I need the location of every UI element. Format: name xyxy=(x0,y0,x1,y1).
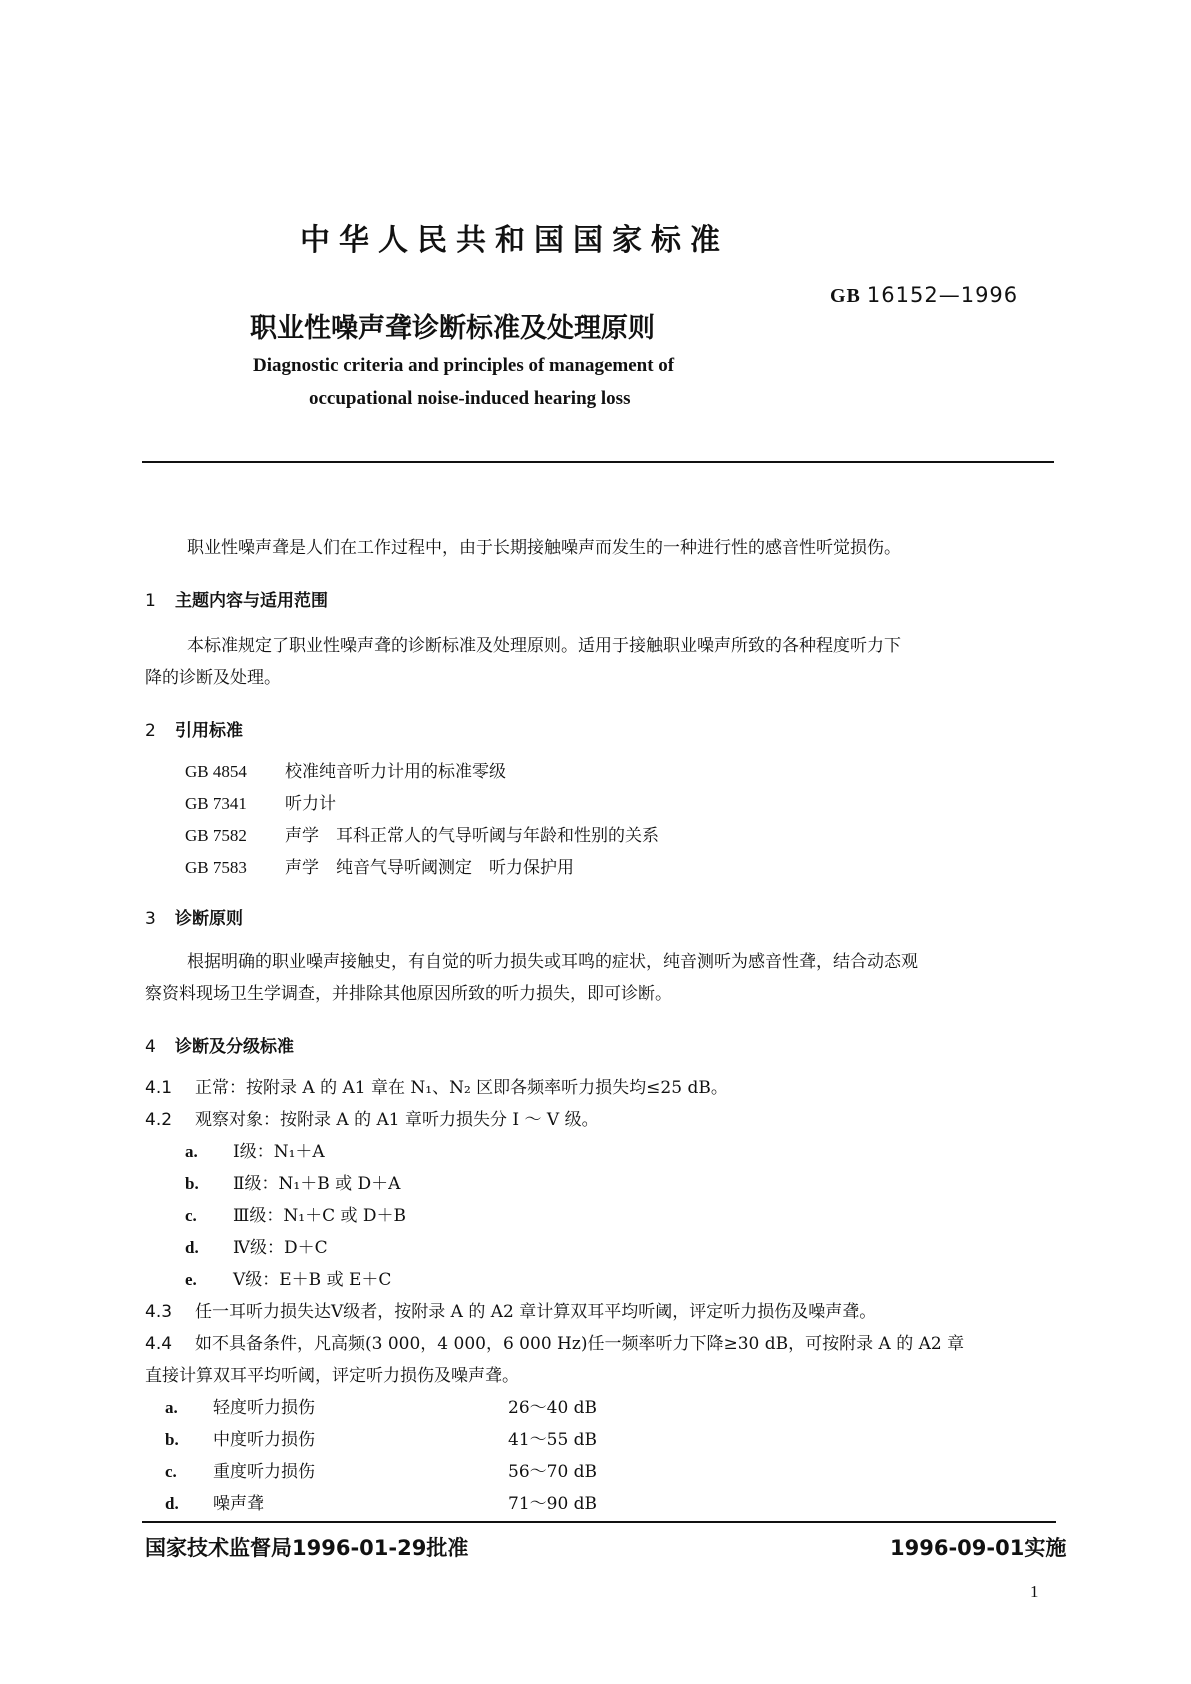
clause-number: 4.3 xyxy=(145,1302,173,1322)
reference-item xyxy=(185,789,336,819)
clause-number: 4.4 xyxy=(145,1334,173,1354)
clause-text: 任一耳听力损失达Ⅴ级者，按附录 A 的 A2 章计算双耳平均听阈，评定听力损伤及噪声聋。 xyxy=(195,1302,877,1322)
grade-item xyxy=(185,1265,391,1295)
grade-item xyxy=(185,1169,400,1199)
clause-4-1 xyxy=(145,1073,728,1103)
national-standard-heading: 中华人民共和国国家标准 xyxy=(300,223,729,258)
clause-4-4-line2: 直接计算双耳平均听阈，评定听力损伤及噪声聋。 xyxy=(145,1366,519,1386)
clause-4-3 xyxy=(145,1297,876,1327)
section-4-number: 4 xyxy=(145,1037,156,1057)
section-2-number: 2 xyxy=(145,721,156,741)
clause-number: 4.1 xyxy=(145,1078,173,1098)
section-4-title: 诊断及分级标准 xyxy=(175,1037,294,1057)
item-letter: a. xyxy=(165,1398,178,1417)
standard-code xyxy=(830,283,1018,308)
reference-desc: 校准纯音听力计用的标准零级 xyxy=(285,762,506,782)
item-letter: a. xyxy=(185,1142,198,1161)
clause-text: 观察对象：按附录 A 的 A1 章听力损失分 Ⅰ ～ Ⅴ 级。 xyxy=(195,1110,599,1130)
document-title-en-line2: occupational noise-induced hearing loss xyxy=(309,388,631,409)
grade-text: Ⅲ级：N₁＋C 或 D＋B xyxy=(233,1206,407,1226)
reference-code: GB 7582 xyxy=(185,826,247,845)
reference-item xyxy=(185,821,659,851)
section-2-heading xyxy=(145,716,243,741)
item-letter: d. xyxy=(185,1238,199,1257)
item-letter: c. xyxy=(185,1206,197,1225)
level-range: 41～55 dB xyxy=(508,1430,598,1450)
clause-text: 正常：按附录 A 的 A1 章在 N₁、N₂ 区即各频率听力损失均≤25 dB。 xyxy=(195,1078,728,1098)
standard-code-number: 16152—1996 xyxy=(866,283,1019,307)
effective-date: 1996-09-01实施 xyxy=(890,1536,1067,1560)
level-label: 轻度听力损伤 xyxy=(213,1398,315,1418)
reference-code: GB 4854 xyxy=(185,762,247,781)
reference-desc: 听力计 xyxy=(285,794,336,814)
grade-text: Ⅱ级：N₁＋B 或 D＋A xyxy=(233,1174,401,1194)
reference-desc: 声学 纯音气导听阈测定 听力保护用 xyxy=(285,858,574,878)
page-number: 1 xyxy=(1030,1582,1039,1601)
section-3-title: 诊断原则 xyxy=(175,909,243,929)
reference-desc: 声学 耳科正常人的气导听阈与年龄和性别的关系 xyxy=(285,826,659,846)
level-item xyxy=(165,1489,597,1519)
level-range: 26～40 dB xyxy=(508,1398,598,1418)
level-item xyxy=(165,1393,597,1423)
grade-text: Ⅴ级：E＋B 或 E＋C xyxy=(233,1270,392,1290)
reference-item xyxy=(185,853,574,883)
item-letter: c. xyxy=(165,1462,177,1481)
grade-item xyxy=(185,1233,328,1263)
section-1-title: 主题内容与适用范围 xyxy=(175,591,328,611)
intro-paragraph: 职业性噪声聋是人们在工作过程中，由于长期接触噪声而发生的一种进行性的感音性听觉损伤。 xyxy=(187,538,901,558)
section-1-heading xyxy=(145,586,328,611)
item-letter: b. xyxy=(165,1430,179,1449)
grade-text: Ⅳ级：D＋C xyxy=(233,1238,328,1258)
section-3-number: 3 xyxy=(145,909,156,929)
standard-code-prefix: GB xyxy=(830,285,861,307)
clause-text: 如不具备条件，凡高频(3 000，4 000，6 000 Hz)任一频率听力下降≥30 dB，可按附录 A 的 A2 章 xyxy=(195,1334,965,1354)
reference-code: GB 7583 xyxy=(185,858,247,877)
grade-text: Ⅰ级：N₁＋A xyxy=(233,1142,325,1162)
clause-4-2 xyxy=(145,1105,599,1135)
approval-note: 国家技术监督局1996-01-29批准 xyxy=(145,1536,469,1560)
reference-item xyxy=(185,757,506,787)
level-item xyxy=(165,1425,597,1455)
grade-item xyxy=(185,1137,325,1167)
section-2-title: 引用标准 xyxy=(175,721,243,741)
section-1-text-line2: 降的诊断及处理。 xyxy=(145,668,281,688)
document-title-cn: 职业性噪声聋诊断标准及处理原则 xyxy=(250,313,655,344)
level-label: 噪声聋 xyxy=(213,1494,264,1514)
header-divider xyxy=(142,461,1054,463)
item-letter: e. xyxy=(185,1270,197,1289)
section-3-heading xyxy=(145,904,243,929)
section-1-text-line1: 本标准规定了职业性噪声聋的诊断标准及处理原则。适用于接触职业噪声所致的各种程度听力下 xyxy=(187,636,901,656)
section-3-text-line1: 根据明确的职业噪声接触史，有自觉的听力损失或耳鸣的症状，纯音测听为感音性聋，结合动态观 xyxy=(187,952,918,972)
level-range: 56～70 dB xyxy=(508,1462,598,1482)
section-4-heading xyxy=(145,1032,294,1057)
document-title-en-line1: Diagnostic criteria and principles of management of xyxy=(253,355,675,376)
item-letter: b. xyxy=(185,1174,199,1193)
level-range: 71～90 dB xyxy=(508,1494,598,1514)
grade-item xyxy=(185,1201,406,1231)
level-label: 中度听力损伤 xyxy=(213,1430,315,1450)
item-letter: d. xyxy=(165,1494,179,1513)
clause-number: 4.2 xyxy=(145,1110,173,1130)
level-label: 重度听力损伤 xyxy=(213,1462,315,1482)
section-3-text-line2: 察资料现场卫生学调查，并排除其他原因所致的听力损失，即可诊断。 xyxy=(145,984,672,1004)
clause-4-4 xyxy=(145,1329,964,1359)
reference-code: GB 7341 xyxy=(185,794,247,813)
level-item xyxy=(165,1457,597,1487)
footer-divider xyxy=(142,1521,1056,1523)
section-1-number: 1 xyxy=(145,591,156,611)
